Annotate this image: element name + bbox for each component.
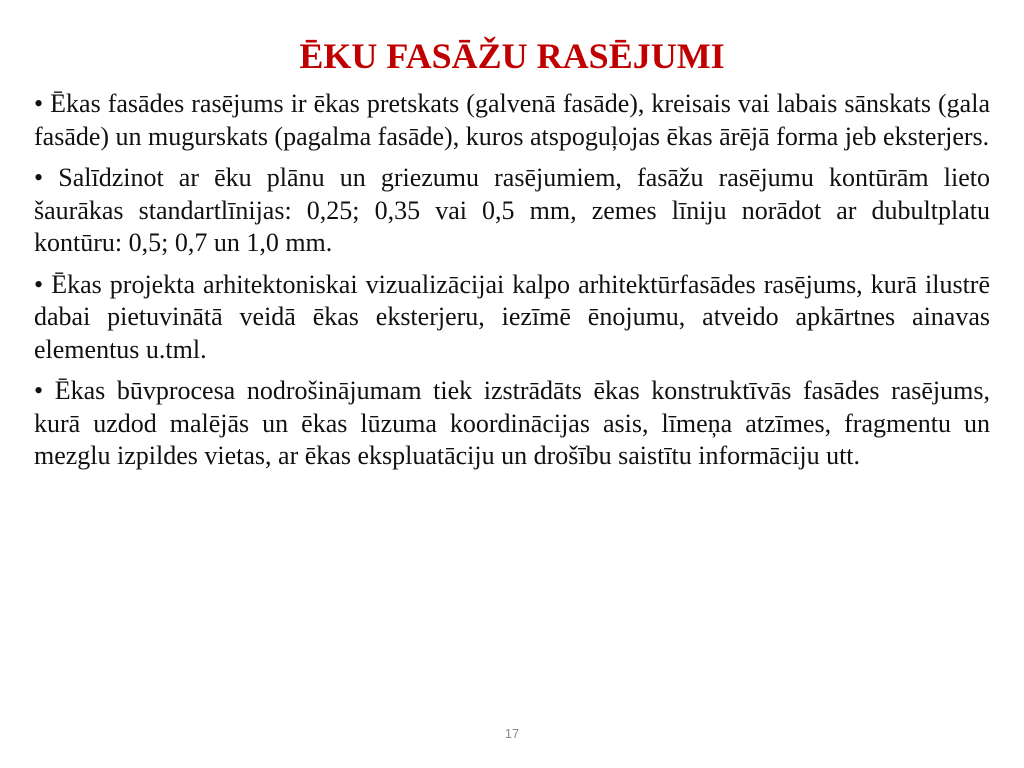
bullet-text: Salīdzinot ar ēku plānu un griezumu rasējumiem, fasāžu rasējumu kontūrām lieto šaurākas standartlīnijas: 0,25; 0,35 vai 0,5 mm, zemes līniju norādot ar dubultplatu kontūru: 0,5; 0,7 un 1,0 mm.: [34, 163, 990, 257]
page-number: 17: [504, 726, 520, 741]
bullet-item: [34, 375, 990, 473]
bullet-marker: •: [34, 269, 44, 299]
bullet-list: [34, 88, 990, 482]
bullet-marker: •: [34, 376, 44, 405]
slide-title: ĒKU FASĀŽU RASĒJUMI: [299, 36, 725, 76]
bullet-text: Ēkas projekta arhitektoniskai vizualizācijai kalpo arhitektūrfasādes rasējums, kurā ilustrē dabai pietuvinātā veidā ēkas eksterjeru, iezīmē ēnojumu, atveido apkārtnes ainavas elementus u.tml.: [34, 269, 991, 364]
bullet-item: [34, 88, 990, 153]
bullet-text: Ēkas būvprocesa nodrošinājumam tiek izstrādāts ēkas konstruktīvās fasādes rasējums, kurā uzdod malējās un ēkas lūzuma koordinācijas asis, līmeņa atzīmes, fragmentu un mezglu izpildes vietas, ar ēkas ekspluatāciju un drošību saistītu informāciju utt.: [34, 376, 990, 470]
bullet-marker: •: [34, 163, 44, 192]
bullet-item: [34, 269, 990, 367]
bullet-marker: •: [34, 89, 44, 118]
bullet-text: Ēkas fasādes rasējums ir ēkas pretskats (galvenā fasāde), kreisais vai labais sānskats (gala fasāde) un mugurskats (pagalma fasāde), kuros atspoguļojas ēkas ārējā forma jeb eksterjers.: [34, 89, 990, 151]
bullet-item: [34, 162, 990, 260]
